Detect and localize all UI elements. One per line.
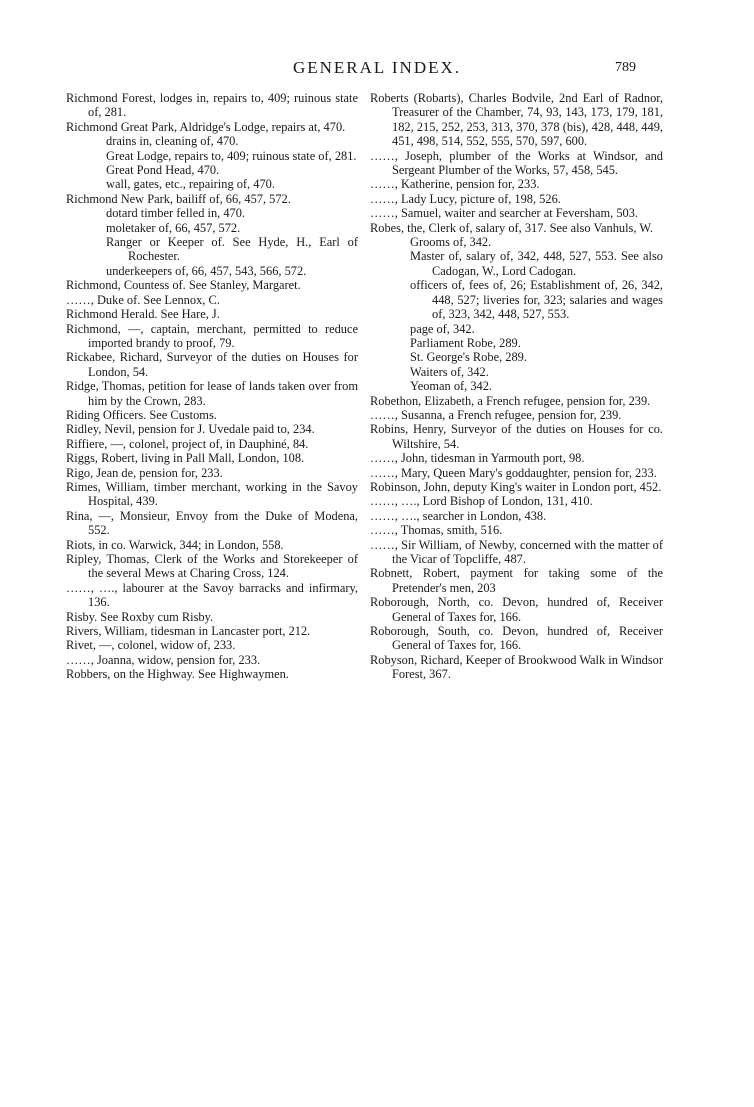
- index-entry: ……, Katherine, pension for, 233.: [370, 177, 540, 192]
- index-entry: ……, …., searcher in London, 438.: [370, 508, 547, 523]
- index-column-right: [370, 91, 663, 682]
- index-entry: Robinson, John, deputy King's waiter in London port, 452.: [370, 479, 662, 494]
- index-subentry: Yeoman of, 342.: [410, 379, 493, 394]
- index-entry: Rigo, Jean de, pension for, 233.: [66, 465, 223, 480]
- index-subentry: wall, gates, etc., repairing of, 470.: [106, 177, 275, 192]
- index-column-left: [66, 91, 358, 682]
- index-subentry: Great Lodge, repairs to, 409; ruinous state of, 281.: [106, 148, 357, 163]
- index-entry: Richmond New Park, bailiff of, 66, 457, 572.: [66, 191, 291, 206]
- index-entry: Robins, Henry, Surveyor of the duties on Houses for co. Wiltshire, 54.: [370, 422, 663, 451]
- index-entry: ……, …., labourer at the Savoy barracks and infirmary, 136.: [66, 580, 358, 610]
- index-entry: Ridge, Thomas, petition for lease of lands taken over from him by the Crown, 283.: [66, 379, 358, 408]
- index-entry: Robethon, Elizabeth, a French refugee, pension for, 239.: [370, 393, 651, 408]
- index-entry: Rimes, William, timber merchant, working in the Savoy Hospital, 439.: [66, 479, 358, 509]
- index-entry: ……, …., Lord Bishop of London, 131, 410.: [370, 494, 593, 509]
- index-subentry: underkeepers of, 66, 457, 543, 566, 572.: [106, 263, 307, 278]
- index-entry: ……, Duke of. See Lennox, C.: [66, 292, 220, 307]
- index-entry: Riffiere, —, colonel, project of, in Dauphiné, 84.: [66, 436, 309, 451]
- index-subentry: page of, 342.: [410, 321, 475, 336]
- index-entry: Richmond, —, captain, merchant, permitted to reduce imported brandy to proof, 79.: [66, 321, 358, 350]
- index-entry: Robes, the, Clerk of, salary of, 317. See also Vanhuls, W.: [370, 220, 653, 235]
- index-entry: Robyson, Richard, Keeper of Brookwood Walk in Windsor Forest, 367.: [370, 652, 663, 682]
- index-entry: Roborough, South, co. Devon, hundred of, Receiver General of Taxes for, 166.: [370, 624, 663, 653]
- index-entry: ……, Sir William, of Newby, concerned with the matter of the Vicar of Topcliffe, 487.: [370, 537, 663, 566]
- index-entry: Richmond, Countess of. See Stanley, Margaret.: [66, 278, 301, 293]
- index-entry: ……, John, tidesman in Yarmouth port, 98.: [370, 451, 585, 466]
- index-entry: Roberts (Robarts), Charles Bodvile, 2nd Earl of Radnor, Treasurer of the Chamber, 74, 93, 143, 173, 179, 181, 182, 215, 252, 253, 313, 370, 378 (bis), 428, 448, 449, 451, 498, 514, 552, 555, 570, 597, 600.: [370, 91, 663, 149]
- index-entry: ……, Thomas, smith, 516.: [370, 523, 503, 538]
- index-subentry: Parliament Robe, 289.: [410, 335, 521, 350]
- running-title: GENERAL INDEX.: [292, 58, 462, 77]
- index-entry: Rickabee, Richard, Surveyor of the duties on Houses for London, 54.: [66, 350, 358, 379]
- page-header: [0, 58, 754, 84]
- index-entry: Riding Officers. See Customs.: [66, 407, 217, 422]
- index-entry: Rivet, —, colonel, widow of, 233.: [66, 638, 236, 653]
- index-entry: Richmond Great Park, Aldridge's Lodge, repairs at, 470.: [66, 119, 346, 134]
- index-subentry: Ranger or Keeper of. See Hyde, H., Earl of Rochester.: [106, 235, 358, 264]
- page-number: 789: [615, 60, 636, 75]
- index-entry: Robbers, on the Highway. See Highwaymen.: [66, 667, 289, 682]
- index-entry: Riots, in co. Warwick, 344; in London, 558.: [66, 537, 284, 552]
- index-entry: Ridley, Nevil, pension for J. Uvedale paid to, 234.: [66, 422, 315, 437]
- index-entry: Risby. See Roxby cum Risby.: [66, 609, 214, 624]
- index-subentry: drains in, cleaning of, 470.: [106, 134, 239, 149]
- index-entry: Rina, —, Monsieur, Envoy from the Duke of Modena, 552.: [66, 508, 358, 538]
- index-entry: ……, Samuel, waiter and searcher at Feversham, 503.: [370, 206, 639, 221]
- index-entry: Robnett, Robert, payment for taking some of the Pretender's men, 203: [370, 566, 663, 595]
- index-entry: ……, Mary, Queen Mary's goddaughter, pension for, 233.: [370, 465, 657, 480]
- index-subentry: dotard timber felled in, 470.: [106, 206, 246, 221]
- index-entry: Richmond Forest, lodges in, repairs to, 409; ruinous state of, 281.: [66, 91, 358, 120]
- index-entry: ……, Susanna, a French refugee, pension for, 239.: [370, 407, 622, 422]
- index-subentry: officers of, fees of, 26; Establishment of, 26, 342, 448, 527; liveries for, 323; salaries and wages of, 323, 342, 448, 527, 553.: [410, 278, 663, 322]
- index-subentry: Waiters of, 342.: [410, 364, 489, 379]
- index-subentry: Great Pond Head, 470.: [106, 163, 220, 178]
- index-entry: ……, Joanna, widow, pension for, 233.: [66, 652, 261, 667]
- index-entry: Richmond Herald. See Hare, J.: [66, 307, 220, 322]
- index-entry: Roborough, North, co. Devon, hundred of, Receiver General of Taxes for, 166.: [370, 595, 663, 624]
- index-entry: ……, Joseph, plumber of the Works at Windsor, and Sergeant Plumber of the Works, 57, 458, 545.: [370, 148, 663, 178]
- index-entry: ……, Lady Lucy, picture of, 198, 526.: [370, 191, 561, 206]
- index-entry: Riggs, Robert, living in Pall Mall, London, 108.: [66, 451, 305, 466]
- index-subentry: Grooms of, 342.: [410, 235, 492, 250]
- index-subentry: St. George's Robe, 289.: [410, 350, 527, 365]
- index-entry: Rivers, William, tidesman in Lancaster port, 212.: [66, 624, 311, 639]
- index-entry: Ripley, Thomas, Clerk of the Works and Storekeeper of the several Mews at Charing Cross, 124.: [66, 552, 358, 581]
- index-subentry: moletaker of, 66, 457, 572.: [106, 220, 241, 235]
- index-subentry: Master of, salary of, 342, 448, 527, 553. See also Cadogan, W., Lord Cadogan.: [410, 249, 663, 278]
